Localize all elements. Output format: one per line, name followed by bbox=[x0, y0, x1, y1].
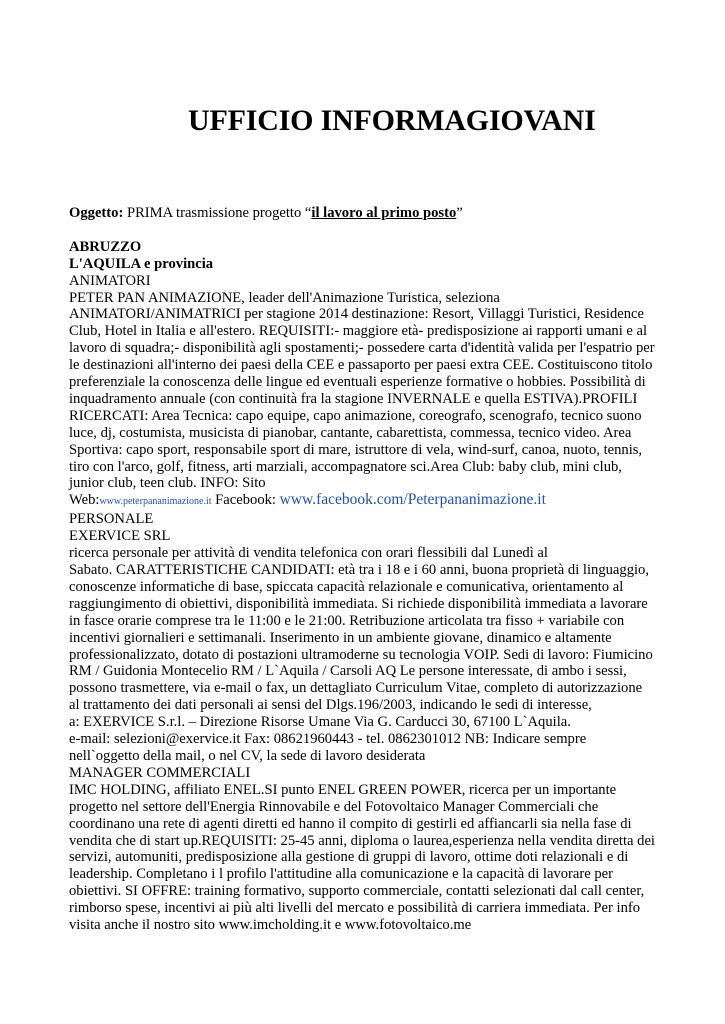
paragraph-line: le destinazioni all'interno dei paesi della CEE e passaporto per paesi extra CEE. Costituiscono titolo bbox=[69, 357, 653, 374]
subject-line bbox=[69, 205, 669, 222]
paragraph-line: IMC HOLDING, affiliato ENEL.SI punto ENEL GREEN POWER, ricerca per un importante bbox=[69, 781, 617, 798]
facebook-link[interactable]: www.facebook.com/Peterpananimazione.it bbox=[279, 491, 546, 509]
section-heading-personale: PERSONALE bbox=[69, 511, 154, 528]
paragraph-line: nell`oggetto della mail, o nel CV, la sede di lavoro desiderata bbox=[69, 747, 426, 764]
paragraph-line: al trattamento dei dati personali ai sensi del Dlgs.196/2003, indicando le sedi di interesse, bbox=[69, 697, 592, 714]
paragraph-line: RM / Guidonia Montecelio RM / L`Aquila / Carsoli AQ Le persone interessate, di ambo i sessi, bbox=[69, 663, 627, 680]
paragraph-line: visita anche il nostro sito www.imcholding.it e www.fotovoltaico.me bbox=[69, 917, 472, 934]
paragraph-line: possono trasmettere, via e-mail o fax, un dettagliato Curriculum Vitae, completo di autorizzazione bbox=[69, 680, 643, 697]
paragraph-line: luce, dj, costumista, musicista di pianobar, cantante, cabarettista, commessa, tecnico video. Area bbox=[69, 424, 632, 441]
paragraph-line: ricerca personale per attività di vendita telefonica con orari flessibili dal Lunedì al bbox=[69, 545, 548, 562]
paragraph-line: junior club, teen club. INFO: Sito bbox=[69, 475, 266, 492]
paragraph-line: e-mail: selezioni@exervice.it Fax: 08621960443 - tel. 0862301012 NB: Indicare sempre bbox=[69, 731, 587, 748]
paragraph-line: Sportiva: capo sport, responsabile sport di mare, istruttore di vela, wind-surf, canoa, nuoto, tennis, bbox=[69, 441, 643, 458]
paragraph-line: servizi, automuniti, predisposizione alla gestione di gruppi di lavoro, ottime doti relazionali e di bbox=[69, 849, 629, 866]
blank-line bbox=[69, 222, 669, 239]
paragraph-line: conoscenze informatiche di base, spiccata capacità relazionale e comunicativa, orientamento al bbox=[69, 578, 624, 595]
paragraph-line: raggiungimento di obiettivi, disponibilità immediata. Si richiede disponibilità immediata a lavorare bbox=[69, 595, 648, 612]
section-heading-manager: MANAGER COMMERCIALI bbox=[69, 764, 251, 781]
paragraph-line: incentivi giornalieri e settimanali. Inserimento in un ambiente giovane, dinamico e altamente bbox=[69, 629, 612, 646]
paragraph-line: PETER PAN ANIMAZIONE, leader dell'Animazione Turistica, seleziona bbox=[69, 289, 500, 306]
page-title: UFFICIO INFORMAGIOVANI bbox=[188, 104, 596, 137]
subject-text-before: PRIMA trasmissione progetto “ bbox=[123, 205, 312, 221]
subject-text-after: ” bbox=[456, 205, 463, 221]
document-body bbox=[69, 205, 669, 934]
paragraph-line: professionalizzato, dotato di postazioni ultramoderne su tecnologia VOIP. Sedi di lavoro: Fiumicino bbox=[69, 646, 653, 663]
paragraph-line: in fasce orarie comprese tra le 11:00 e le 21:00. Retribuzione articolata tra fisso + variabile con bbox=[69, 612, 625, 629]
paragraph-line: rimborso spese, incentivi ai più alti livelli del mercato e possibilità di carriera immediata. Per info bbox=[69, 900, 641, 917]
paragraph-line: Sabato. CARATTERISTICHE CANDIDATI: età tra i 18 e i 60 anni, buona proprietà di linguaggio, bbox=[69, 562, 650, 579]
paragraph-line: a: EXERVICE S.r.l. – Direzione Risorse Umane Via G. Carducci 30, 67100 L`Aquila. bbox=[69, 714, 571, 731]
paragraph-line: ANIMATORI/ANIMATRICI per stagione 2014 destinazione: Resort, Villaggi Turistici, Residence bbox=[69, 306, 644, 323]
paragraph-line: tiro con l'arco, golf, fitness, arti marziali, accompagnatore sci.Area Club: baby club, mini club, bbox=[69, 458, 622, 475]
paragraph-line: coordinano una rete di agenti diretti ed hanno il compito di gestirli ed affiancarli sia nella fase di bbox=[69, 815, 632, 832]
section-heading-animatori: ANIMATORI bbox=[69, 272, 151, 289]
paragraph-line: progetto nel settore dell'Energia Rinnovabile e del Fotovoltaico Manager Commerciali che bbox=[69, 798, 599, 815]
company-name: EXERVICE SRL bbox=[69, 528, 171, 545]
project-name: il lavoro al primo posto bbox=[311, 205, 457, 221]
paragraph-line: lavoro di squadra;- disponibilità agli spostamenti;- possedere carta d'identità valida per l'espatrio per bbox=[69, 340, 655, 357]
paragraph-line: leadership. Completano i l profilo l'attitudine alla comunicazione e la capacità di lavorare per bbox=[69, 866, 614, 883]
paragraph-line: inquadramento annuale (con continuità fra la stagione INVERNALE e quella ESTIVA).PROFILI bbox=[69, 390, 638, 407]
web-label: Web: bbox=[69, 492, 100, 509]
subject-label: Oggetto: bbox=[69, 205, 124, 221]
web-links-line bbox=[69, 492, 669, 511]
province-heading: L'AQUILA e provincia bbox=[69, 255, 214, 272]
region-heading: ABRUZZO bbox=[69, 238, 142, 255]
website-link[interactable]: www.peterpananimazione.it bbox=[99, 496, 212, 508]
paragraph-line: preferenziale la conoscenza delle lingue ed eventuali esperienze formative o hobbies. Possibilità di bbox=[69, 374, 646, 391]
paragraph-line: vendita che di start up.REQUISITI: 25-45 anni, diploma o laurea,esperienza nella vendita diretta dei bbox=[69, 832, 655, 849]
paragraph-line: RICERCATI: Area Tecnica: capo equipe, capo animazione, coreografo, scenografo, tecnico suono bbox=[69, 407, 642, 424]
facebook-label: Facebook: bbox=[211, 492, 280, 509]
paragraph-line: Club, Hotel in Italia e all'estero. REQUISITI:- maggiore età- predisposizione ai rapporti umani e al bbox=[69, 323, 648, 340]
paragraph-line: obiettivi. SI OFFRE: training formativo, supporto commerciale, contatti selezionati dal call center, bbox=[69, 883, 645, 900]
